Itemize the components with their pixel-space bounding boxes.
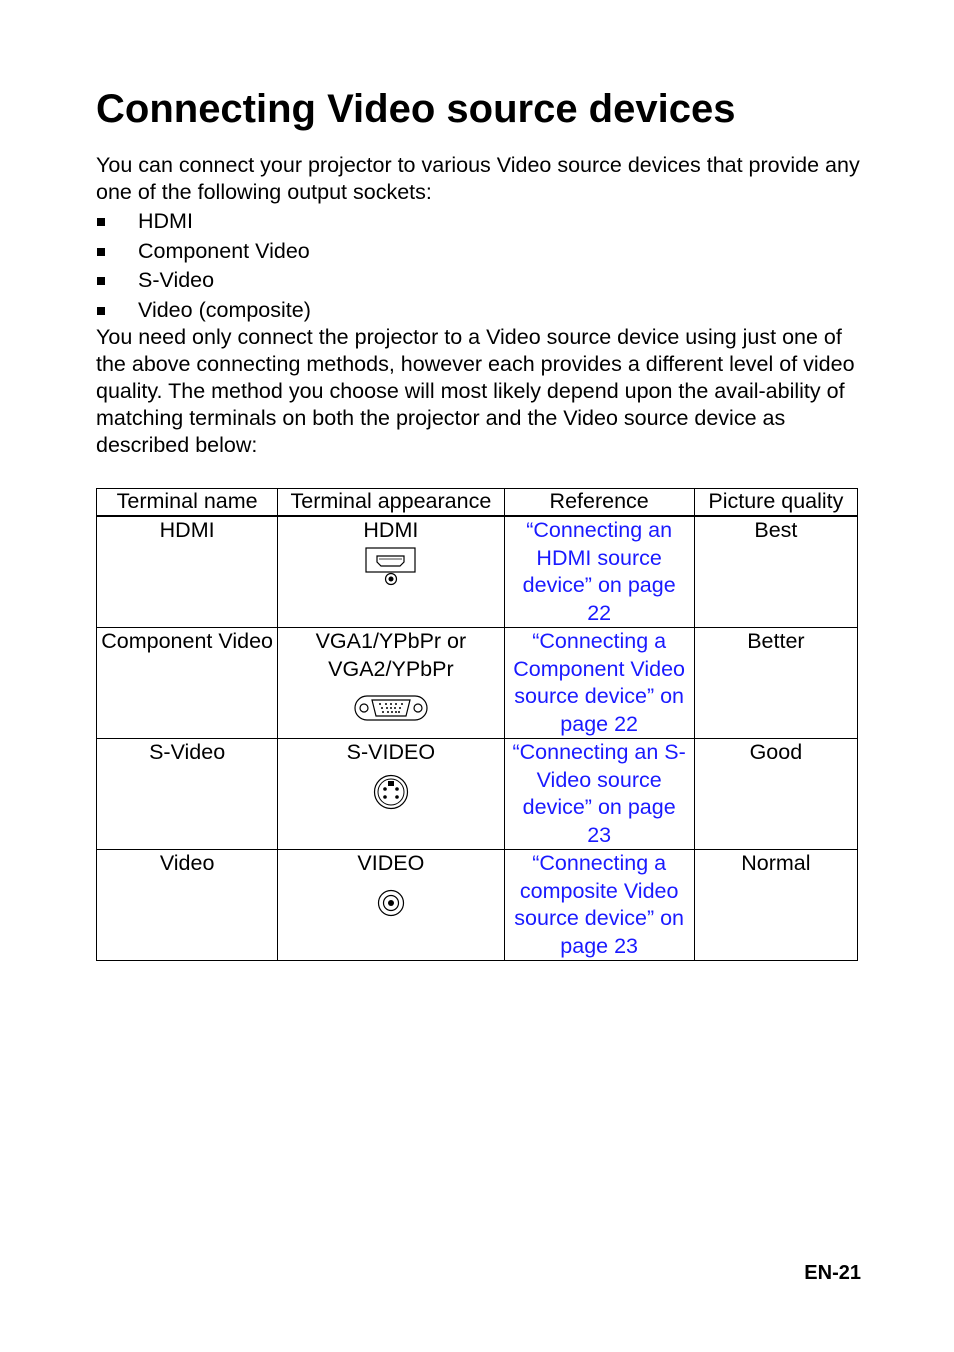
list-item	[96, 237, 311, 267]
s-video-port-icon	[372, 773, 410, 811]
list-item-label: Component Video	[138, 238, 310, 263]
table-row	[97, 739, 858, 850]
reference-text[interactable]: “Connecting a composite Video source device” on page 23	[514, 851, 684, 958]
picture-quality-cell: Better	[694, 628, 857, 739]
table-row	[97, 850, 858, 961]
table-row	[97, 516, 858, 628]
picture-quality-cell: Best	[694, 516, 857, 628]
picture-quality-cell: Normal	[694, 850, 857, 961]
terminal-label: VIDEO	[357, 851, 425, 875]
square-bullet-icon	[97, 307, 105, 315]
terminal-name-cell: S-Video	[97, 739, 278, 850]
list-item	[96, 266, 311, 296]
terminal-appearance-cell	[278, 850, 504, 961]
table-header-row	[97, 489, 858, 517]
intro-paragraph: You can connect your projector to various Video source devices that provide any one of the following output sockets:	[96, 153, 860, 204]
page-number: EN-21	[804, 1262, 861, 1284]
terminal-name-cell: Video	[97, 850, 278, 961]
body-paragraph: You need only connect the projector to a Video source device using just one of the above connecting methods, however each provides a different level of video quality. The method you choose will most likely depend upon the avail-ability of matching terminals on both the projector and the Video source device as described below:	[96, 325, 855, 457]
reference-link[interactable]	[504, 739, 694, 850]
picture-quality-cell: Good	[694, 739, 857, 850]
header-reference: Reference	[504, 489, 694, 517]
vga-port-icon	[354, 693, 428, 723]
reference-link[interactable]	[504, 850, 694, 961]
list-item-label: HDMI	[138, 209, 193, 233]
reference-link[interactable]	[504, 516, 694, 628]
terminal-label: S-VIDEO	[346, 740, 436, 764]
square-bullet-icon	[97, 277, 105, 285]
terminal-appearance-cell	[278, 739, 504, 850]
terminal-appearance-cell	[278, 628, 504, 739]
header-terminal-name: Terminal name	[97, 489, 278, 517]
reference-link[interactable]	[504, 628, 694, 739]
terminal-label: VGA1/YPbPr or VGA2/YPbPr	[315, 629, 467, 681]
reference-text[interactable]: “Connecting a Component Video source device” on page 22	[513, 629, 686, 736]
terminal-label: HDMI	[363, 518, 419, 542]
square-bullet-icon	[97, 218, 105, 226]
header-terminal-appearance: Terminal appearance	[278, 489, 504, 517]
header-picture-quality: Picture quality	[694, 489, 857, 517]
reference-text[interactable]: “Connecting an HDMI source device” on page 22	[522, 518, 676, 625]
list-item	[96, 296, 311, 326]
table-row	[97, 628, 858, 739]
hdmi-port-icon	[365, 547, 417, 587]
list-item-label: S-Video	[138, 268, 215, 292]
terminal-appearance-cell	[278, 516, 504, 628]
list-item	[96, 207, 311, 237]
composite-video-port-icon	[376, 888, 406, 918]
terminal-name-cell: Component Video	[97, 628, 278, 739]
output-socket-list	[96, 207, 311, 325]
reference-text[interactable]: “Connecting an S-Video source device” on page 23	[512, 740, 686, 847]
terminal-table	[96, 488, 858, 961]
page-title: Connecting Video source devices	[96, 87, 736, 131]
terminal-name-cell: HDMI	[97, 516, 278, 628]
list-item-label: Video (composite)	[138, 297, 311, 322]
square-bullet-icon	[97, 248, 105, 256]
